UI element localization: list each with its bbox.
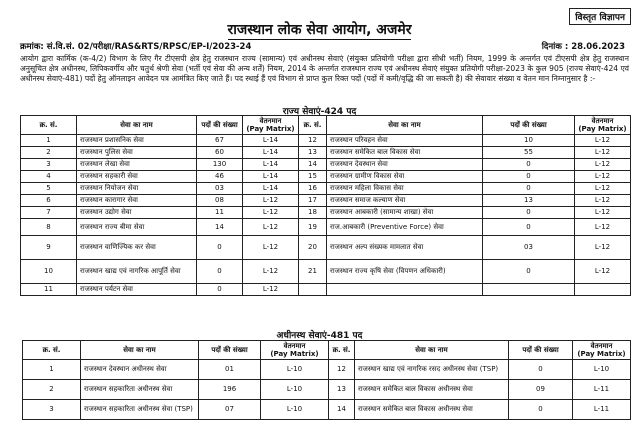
cell-name: राजस्थान खाद्य एवं नागरिक आपूर्ति सेवा	[77, 260, 197, 284]
cell-pay: L-14	[243, 135, 299, 147]
cell-sno: 18	[299, 207, 327, 219]
cell-sno: 2	[21, 147, 77, 159]
cell-posts: 0	[197, 260, 243, 284]
table-row	[23, 360, 631, 380]
cell-sno: 4	[21, 171, 77, 183]
cell-sno: 20	[299, 236, 327, 260]
cell-name: राजस्थान ग्रामीण विकास सेवा	[327, 171, 483, 183]
table-row	[21, 135, 631, 147]
cell-sno: 5	[21, 183, 77, 195]
cell-pay: L-12	[243, 284, 299, 296]
cell-pay: L-12	[243, 219, 299, 236]
header-pay-sub: (Pay Matrix)	[577, 350, 626, 358]
cell-sno: 11	[21, 284, 77, 296]
cell-posts: 196	[199, 380, 261, 400]
reference-number: क्रमांक: सं.वि.सं. 02/परीक्षा/RAS&RTS/RPSC/EP-I/2023-24	[20, 42, 252, 52]
cell-sno: 2	[23, 380, 81, 400]
cell-name: राजस्थान परिवहन सेवा	[327, 135, 483, 147]
header-service-name: सेवा का नाम	[81, 341, 199, 360]
cell-pay: L-14	[243, 183, 299, 195]
cell-name: राजस्थान उद्योग सेवा	[77, 207, 197, 219]
cell-posts	[483, 284, 575, 296]
cell-pay	[575, 284, 631, 296]
header-pay-label: वेतनमान	[590, 342, 613, 350]
cell-posts: 09	[509, 380, 573, 400]
cell-name: राजस्थान पुलिस सेवा	[77, 147, 197, 159]
header-service-name: सेवा का नाम	[327, 116, 483, 135]
header-service-name: सेवा का नाम	[355, 341, 509, 360]
cell-name: राजस्थान समेकित बाल विकास सेवा	[327, 147, 483, 159]
table-row	[23, 380, 631, 400]
table-row	[21, 207, 631, 219]
cell-pay: L-12	[575, 219, 631, 236]
header-pay-label: वेतनमान	[259, 117, 282, 125]
cell-name: राजस्थान समेकित बाल विकास अधीनस्थ सेवा	[355, 380, 509, 400]
cell-pay: L-10	[261, 380, 329, 400]
cell-posts: 0	[509, 360, 573, 380]
cell-name: राजस्थान राज्य कृषि सेवा (विपणन अधिकारी)	[327, 260, 483, 284]
cell-name: राजस्थान पर्यटन सेवा	[77, 284, 197, 296]
cell-name: राजस्थान सहकारी सेवा	[77, 171, 197, 183]
cell-posts: 60	[197, 147, 243, 159]
cell-sno: 1	[21, 135, 77, 147]
cell-name: राजस्थान महिला विकास सेवा	[327, 183, 483, 195]
cell-sno: 3	[21, 159, 77, 171]
header-pay	[575, 116, 631, 135]
header-sno: क्र. सं.	[23, 341, 81, 360]
cell-name: राजस्थान समाज कल्याण सेवा	[327, 195, 483, 207]
cell-posts: 0	[483, 159, 575, 171]
header-sno: क्र. सं.	[329, 341, 355, 360]
cell-name: राजस्थान लेखा सेवा	[77, 159, 197, 171]
cell-sno: 12	[329, 360, 355, 380]
cell-posts: 0	[197, 284, 243, 296]
cell-pay: L-12	[575, 171, 631, 183]
cell-sno: 17	[299, 195, 327, 207]
cell-pay: L-12	[243, 260, 299, 284]
cell-pay: L-12	[575, 135, 631, 147]
cell-posts: 130	[197, 159, 243, 171]
subordinate-services-table	[22, 340, 631, 420]
cell-pay: L-12	[575, 236, 631, 260]
header-sno: क्र. सं.	[299, 116, 327, 135]
header-pay	[243, 116, 299, 135]
cell-posts: 10	[483, 135, 575, 147]
table-row	[21, 159, 631, 171]
state-services-table	[20, 115, 631, 296]
state-services-caption: राज्य सेवाएं-424 पद	[282, 107, 357, 117]
header-sno: क्र. सं.	[21, 116, 77, 135]
cell-pay: L-12	[243, 207, 299, 219]
header-service-name: सेवा का नाम	[77, 116, 197, 135]
cell-posts: 0	[483, 219, 575, 236]
table-row	[21, 195, 631, 207]
table-row	[21, 171, 631, 183]
cell-sno: 3	[23, 400, 81, 420]
cell-posts: 03	[483, 236, 575, 260]
cell-name: राजस्थान नियोजन सेवा	[77, 183, 197, 195]
cell-sno: 12	[299, 135, 327, 147]
cell-name: राज.आबकारी (Preventive Force) सेवा	[327, 219, 483, 236]
page-title-text: राजस्थान लोक सेवा आयोग, अजमेर	[227, 22, 412, 38]
cell-sno: 8	[21, 219, 77, 236]
header-pay-sub: (Pay Matrix)	[270, 350, 319, 358]
cell-posts: 0	[483, 171, 575, 183]
cell-pay: L-12	[575, 195, 631, 207]
table-row	[21, 147, 631, 159]
cell-sno: 13	[299, 147, 327, 159]
cell-posts: 46	[197, 171, 243, 183]
cell-posts: 03	[197, 183, 243, 195]
cell-pay: L-10	[573, 360, 631, 380]
cell-sno: 6	[21, 195, 77, 207]
table-row	[23, 400, 631, 420]
cell-sno: 14	[299, 159, 327, 171]
header-pay-sub: (Pay Matrix)	[578, 125, 627, 133]
page-title	[0, 20, 639, 39]
cell-name: राजस्थान प्रशासनिक सेवा	[77, 135, 197, 147]
cell-name: राजस्थान देवस्थान सेवा	[327, 159, 483, 171]
cell-sno: 13	[329, 380, 355, 400]
cell-sno: 1	[23, 360, 81, 380]
cell-pay: L-12	[243, 236, 299, 260]
cell-sno: 21	[299, 260, 327, 284]
cell-posts: 0	[483, 260, 575, 284]
cell-posts: 0	[197, 236, 243, 260]
header-pay-label: वेतनमान	[591, 117, 614, 125]
cell-posts: 67	[197, 135, 243, 147]
header-pay	[261, 341, 329, 360]
cell-name: राजस्थान खाद्य एवं नागरिक रसद अधीनस्थ सेवा (TSP)	[355, 360, 509, 380]
detailed-advertisement-badge: विस्तृत विज्ञापन	[569, 8, 631, 25]
cell-name	[327, 284, 483, 296]
header-posts: पदों की संख्या	[509, 341, 573, 360]
cell-pay: L-11	[573, 380, 631, 400]
cell-pay: L-14	[243, 171, 299, 183]
cell-posts: 08	[197, 195, 243, 207]
cell-name: राजस्थान अल्प संख्यक मामलात सेवा	[327, 236, 483, 260]
cell-pay: L-14	[243, 147, 299, 159]
header-posts: पदों की संख्या	[483, 116, 575, 135]
cell-pay: L-12	[243, 195, 299, 207]
header-pay	[573, 341, 631, 360]
cell-posts: 0	[483, 207, 575, 219]
header-posts: पदों की संख्या	[197, 116, 243, 135]
table-row	[21, 260, 631, 284]
cell-posts: 14	[197, 219, 243, 236]
cell-name: राजस्थान कारागार सेवा	[77, 195, 197, 207]
cell-name: राजस्थान सहकारिता अधीनस्थ सेवा	[81, 380, 199, 400]
cell-pay: L-12	[575, 207, 631, 219]
cell-pay: L-12	[575, 147, 631, 159]
cell-posts: 01	[199, 360, 261, 380]
state-services-header-row	[21, 116, 631, 135]
cell-name: राजस्थान आबकारी (सामान्य शाखा) सेवा	[327, 207, 483, 219]
cell-pay: L-14	[243, 159, 299, 171]
cell-pay: L-10	[261, 360, 329, 380]
table-row	[21, 284, 631, 296]
cell-sno: 16	[299, 183, 327, 195]
header-posts: पदों की संख्या	[199, 341, 261, 360]
intro-paragraph: आयोग द्वारा कार्मिक (क-4/2) विभाग के लिए गैर टीएसपी क्षेत्र हेतु राजस्थान राज्य (सामान्य) एवं अधीनस्थ सेवाएं (संयुक्त प्रतियोगी परीक्षा द्वारा सीधी भर्ती) नियम, 1999 के अन्तर्गत एवं टीएसपी क्षेत्र हेतु राजस्थान अनुसूचित क्षेत्र अधीनस्थ, लिपिकवर्गीय और चतुर्थ श्रेणी सेवा (भर्ती एवं सेवा की अन्य शर्तें) नियम, 2014 के अन्तर्गत राजस्थान राज्य एवं अधीनस्थ सेवाएं संयुक्त प्रतियोगी परीक्षा-2023 के कुल 905 (राज्य सेवाएं-424 एवं अधीनस्थ सेवाएं-481) पदों हेतु ऑनलाइन आवेदन पत्र आमंत्रित किए जाते हैं। पद स्थाई हैं एवं विभाग से प्राप्त कुल रिक्त पदों (पदों में कमी/वृद्धि की जा सकती है) की सेवावार संख्या व वेतन मान निम्नानुसार है :-	[20, 54, 629, 83]
cell-posts: 13	[483, 195, 575, 207]
header-pay-sub: (Pay Matrix)	[246, 125, 295, 133]
table-row	[21, 219, 631, 236]
cell-posts: 55	[483, 147, 575, 159]
cell-posts: 0	[483, 183, 575, 195]
cell-sno: 7	[21, 207, 77, 219]
cell-sno: 9	[21, 236, 77, 260]
cell-pay: L-11	[573, 400, 631, 420]
header-pay-label: वेतनमान	[283, 342, 306, 350]
cell-pay: L-12	[575, 183, 631, 195]
cell-pay: L-12	[575, 159, 631, 171]
cell-sno: 15	[299, 171, 327, 183]
cell-name: राजस्थान देवस्थान अधीनस्थ सेवा	[81, 360, 199, 380]
subordinate-services-header-row	[23, 341, 631, 360]
cell-posts: 0	[509, 400, 573, 420]
cell-posts: 07	[199, 400, 261, 420]
cell-sno	[299, 284, 327, 296]
reference-line	[20, 41, 629, 52]
cell-name: राजस्थान समेकित बाल विकास अधीनस्थ सेवा	[355, 400, 509, 420]
cell-pay: L-10	[261, 400, 329, 420]
advertisement-date: दिनांक : 28.06.2023	[541, 42, 625, 52]
cell-name: राजस्थान सहकारिता अधीनस्थ सेवा (TSP)	[81, 400, 199, 420]
cell-pay: L-12	[575, 260, 631, 284]
table-row	[21, 236, 631, 260]
cell-name: राजस्थान वाणिज्यिक कर सेवा	[77, 236, 197, 260]
cell-name: राजस्थान राज्य बीमा सेवा	[77, 219, 197, 236]
cell-posts: 11	[197, 207, 243, 219]
subordinate-services-caption: अधीनस्थ सेवाएं-481 पद	[276, 331, 363, 341]
table-row	[21, 183, 631, 195]
cell-sno: 19	[299, 219, 327, 236]
cell-sno: 10	[21, 260, 77, 284]
cell-sno: 14	[329, 400, 355, 420]
